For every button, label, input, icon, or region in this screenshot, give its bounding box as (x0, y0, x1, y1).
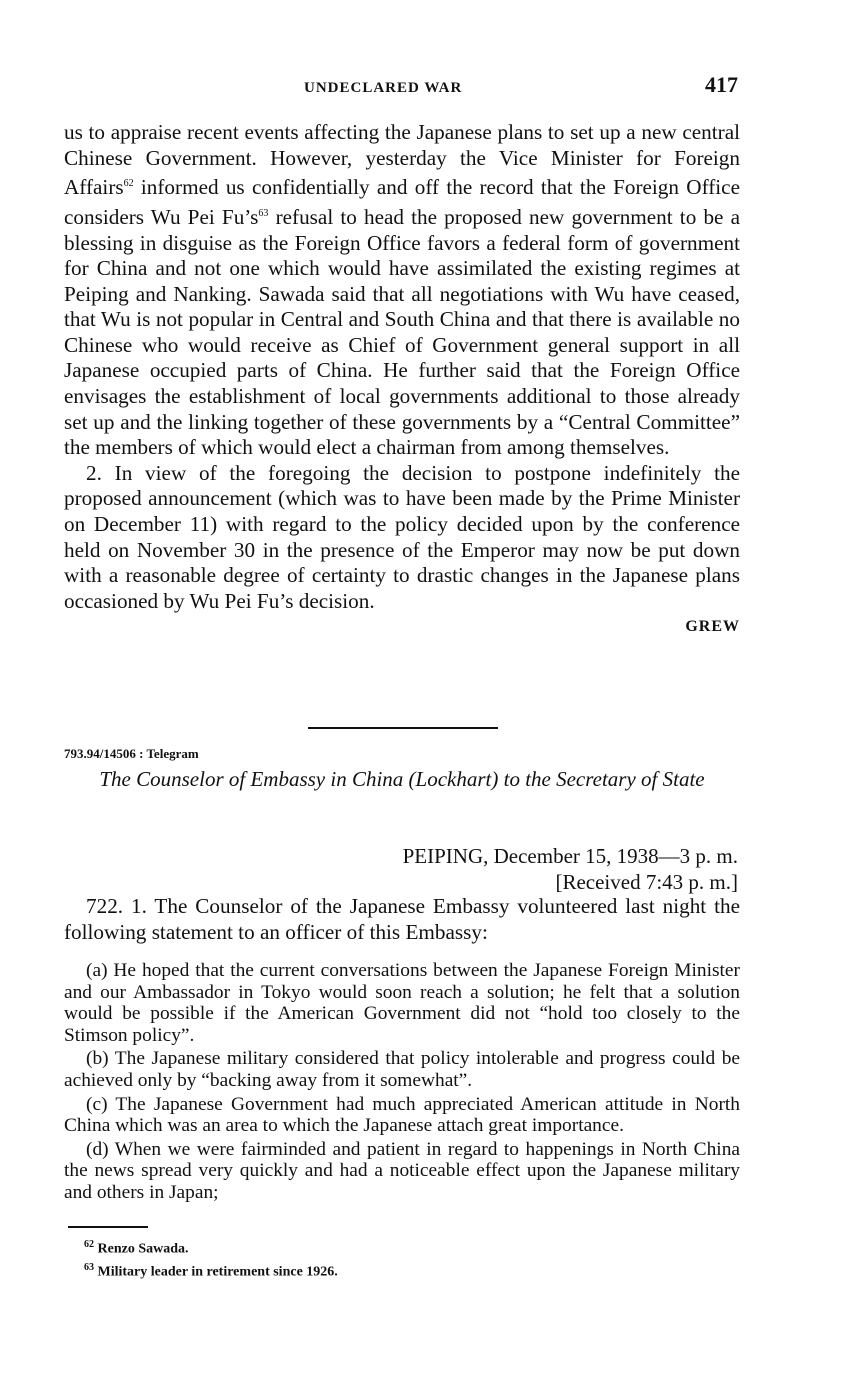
footnote-rule (68, 1226, 148, 1228)
date: December 15, 1938—3 p. m. (488, 844, 738, 868)
footnote-ref-62: 62 (123, 178, 134, 190)
paragraph-1: us to appraise recent events affecting the Japanese plans to set up a new central Chinese Government. However, yesterday the Vice Minister for Foreign Affairs$^{62}$ informed us confidentially and off the record that the Foreign Office considers Wu Pei $Fu’s^{63}$ refusal to head the proposed new government to be a blessing in disguise as the Foreign Office favors a federal form of government for China and not one which would have assimilated the existing regimes at Peiping and Nanking. Sawada said that all negotiations with Wu have ceased, that Wu is not popular in Central and South China and that there is available no Chinese who would receive as Chief of Government general support in all Japanese occupied parts of China. He further said that the Foreign Office envisages the establishment of local governments additional to those already set up and the linking together of these governments by a “Central Committee” the members of which would elect a chairman from among themselves. (64, 120, 740, 460)
page-header (64, 72, 744, 102)
footnotes (84, 1236, 338, 1281)
page-number: 417 (705, 72, 738, 97)
item-a: (a) He hoped that the current conversations between the Japanese Foreign Minister and our Ambassador in Tokyo would soon reach a solution; he felt that a solution would be possible if the American Government did not “hold too closely to the Stimson policy”. (64, 960, 740, 1046)
signature: GREW (685, 618, 740, 636)
paragraph-2: 2. In view of the foregoing the decision to postpone indefinitely the proposed announcement (which was to have been made by the Prime Minister on December 11) with regard to the policy decided upon by the conference held on November 30 in the presence of the Emperor may now be put down with a reasonable degree of certainty to drastic changes in the Japanese plans occasioned by Wu Pei Fu’s decision. (64, 460, 740, 613)
item-d: (d) When we were fairminded and patient in regard to happenings in North China the news spread very quickly and had a noticeable effect upon the Japanese military and others in Japan; (64, 1138, 740, 1203)
footnote: $^{63}$ Military leader in retirement since 1926. (84, 1261, 338, 1280)
telegram-intro: 722. 1. The Counselor of the Japanese Embassy volunteered last night the following statement to an officer of this Embassy: (64, 894, 740, 944)
section-divider (308, 727, 498, 729)
previous-document-body (64, 120, 740, 636)
item-c: (c) The Japanese Government had much appreciated American attitude in North China which was an area to which the Japanese attach great importance. (64, 1093, 740, 1137)
place: PEIPING, (402, 844, 489, 868)
dateline (403, 843, 738, 895)
footnote-ref-63: 63 (258, 207, 269, 219)
file-reference: 793.94/14506 : Telegram (64, 746, 199, 761)
received-time: [Received 7:43 p. m.] (555, 870, 738, 894)
item-b: (b) The Japanese military considered that policy intolerable and progress could be achieved only by “backing away from it somewhat”. (64, 1048, 740, 1091)
statement-items (64, 960, 740, 1204)
footnote: $^{62}$ Renzo Sawada. (84, 1239, 189, 1257)
running-head: UNDECLARED WAR (304, 80, 463, 96)
document-title: The Counselor of Embassy in China (Lockhart) to the Secretary of State (99, 767, 705, 791)
telegram-body (64, 894, 740, 945)
